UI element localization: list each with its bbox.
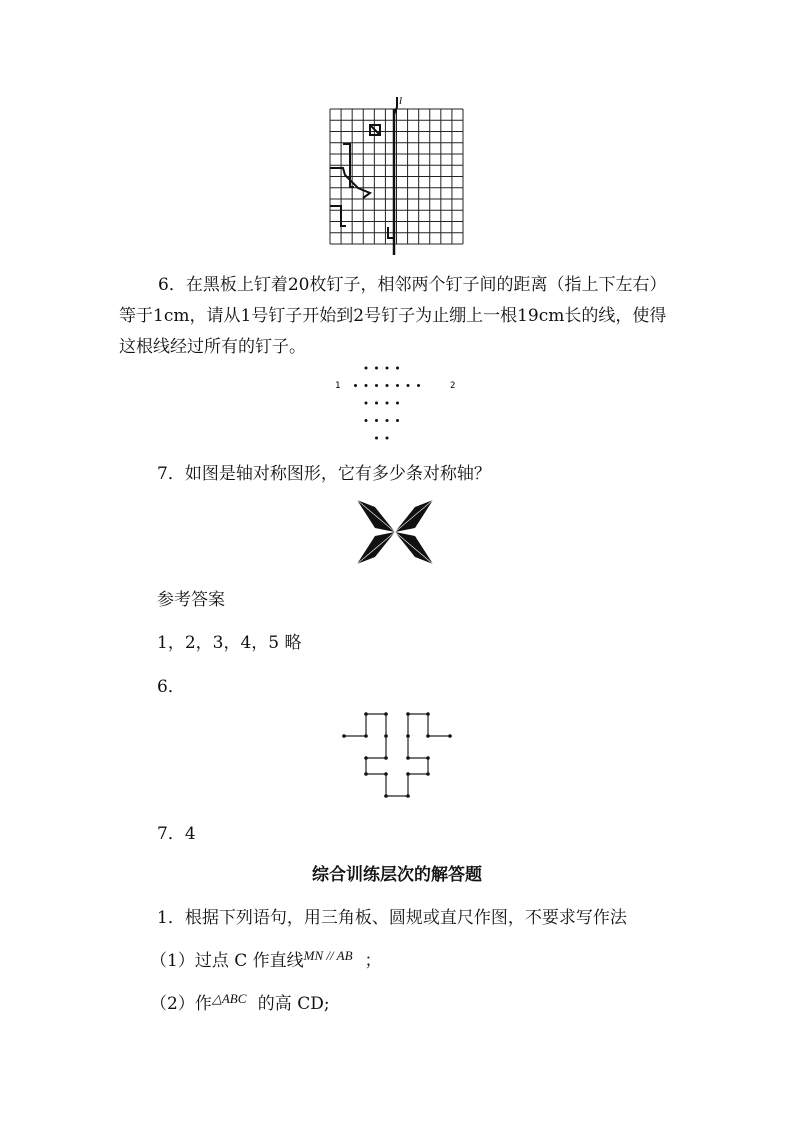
answers-heading: 参考答案 <box>157 590 225 610</box>
sub-question-2 <box>150 989 330 1014</box>
nail-dot <box>365 384 368 387</box>
nail-dot <box>375 419 378 422</box>
section-title: 综合训练层次的解答题 <box>312 865 482 885</box>
nail-dot <box>396 384 399 387</box>
nail-dot <box>375 384 378 387</box>
nail-dot <box>396 419 399 422</box>
nail-dot <box>407 384 410 387</box>
nail-dot <box>365 402 368 405</box>
sub1-suffix: ； <box>364 951 382 971</box>
nail-dot <box>386 419 389 422</box>
nail-label-2: 2 <box>450 381 456 391</box>
answer-6-label: 6． <box>157 677 185 697</box>
nail-dot <box>375 437 378 440</box>
answer-1-5: 1，2，3，4，5 略 <box>157 633 302 653</box>
nail-dot <box>386 367 389 370</box>
sub1-math: MN // AB <box>303 948 353 963</box>
nail-dot <box>396 402 399 405</box>
sub1-prefix: （1）过点 C 作直线 <box>150 951 304 971</box>
axis-label-l: l <box>399 95 403 107</box>
nail-dot <box>375 402 378 405</box>
sub2-suffix: 的高 CD; <box>252 994 330 1014</box>
grid-figure <box>325 95 470 255</box>
nail-dot <box>365 367 368 370</box>
nail-dot <box>396 367 399 370</box>
answer-7: 7．4 <box>157 824 196 844</box>
answer-6-path-figure <box>338 706 458 802</box>
nail-dot <box>386 402 389 405</box>
nail-dot <box>365 419 368 422</box>
nail-dot <box>386 384 389 387</box>
sub-question-1 <box>150 946 382 971</box>
nail-label-1: 1 <box>335 381 341 391</box>
symmetric-star-figure <box>355 498 435 566</box>
question-7-text: 7．如图是轴对称图形，它有多少条对称轴？ <box>157 464 491 484</box>
nail-dots-figure <box>330 360 465 450</box>
sub2-math: △ABC <box>211 991 247 1006</box>
string-path <box>344 714 450 796</box>
nail-dot <box>417 384 420 387</box>
sub2-prefix: （2）作 <box>150 994 212 1014</box>
nail-dots <box>354 367 420 440</box>
nail-dot <box>375 367 378 370</box>
section2-question-1: 1．根据下列语句，用三角板、圆规或直尺作图，不要求写作法 <box>157 908 627 928</box>
question-6-text: 6．在黑板上钉着20枚钉子，相邻两个钉子间的距离（指上下左右）等于1cm，请从1号钉子开始到2号钉子为止绷上一根19cm长的线，使得这根线经过所有的钉子。 <box>119 275 667 357</box>
nail-dot <box>354 384 357 387</box>
nail-dot <box>386 437 389 440</box>
